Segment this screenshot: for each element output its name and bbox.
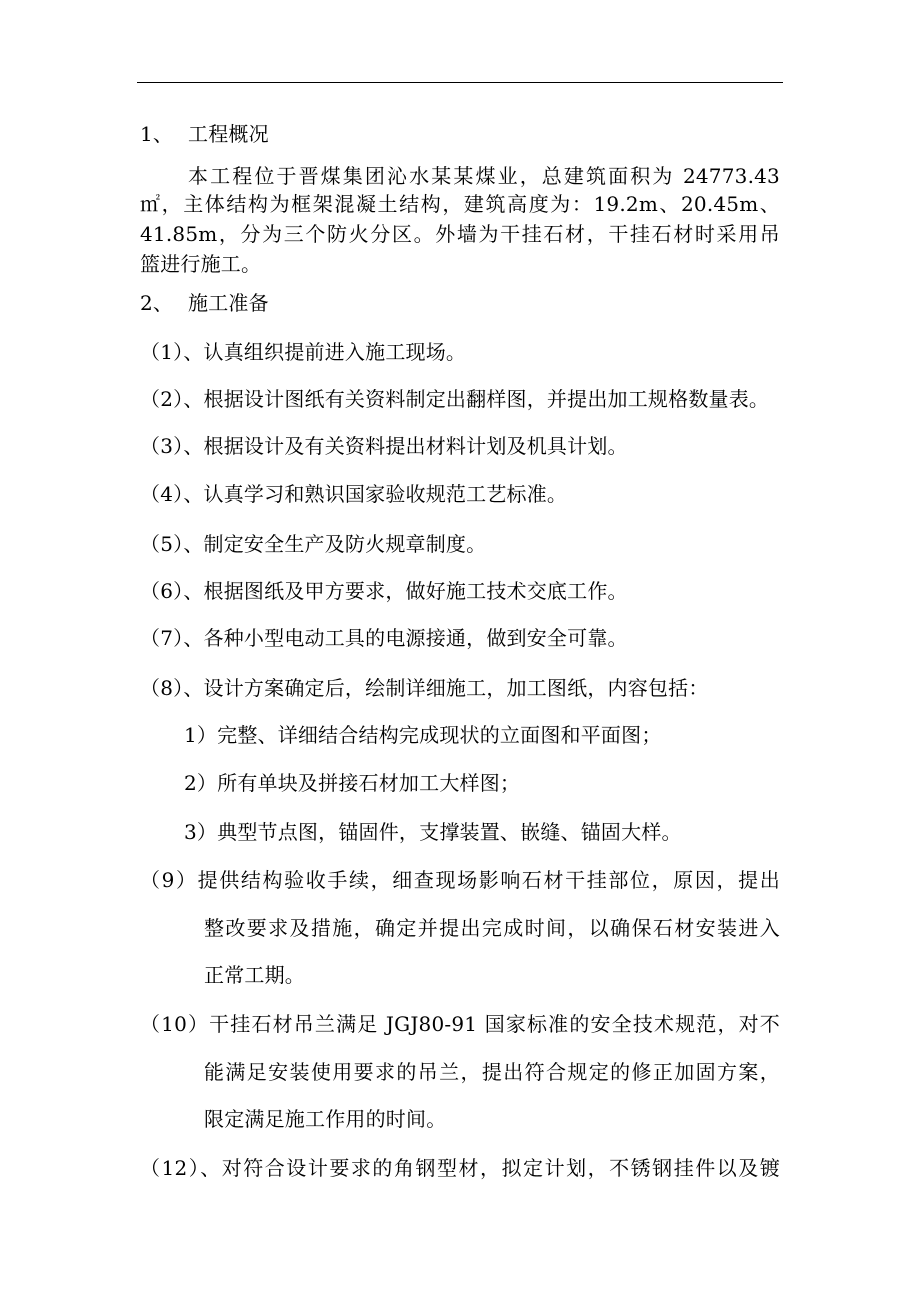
section-2-heading (140, 289, 269, 317)
section-1-para-line-1: 本工程位于晋煤集团沁水某某煤业，总建筑面积为 24773.43 (188, 164, 780, 188)
list-item-4: （4）、认真学习和熟识国家验收规范工艺标准。 (140, 482, 568, 506)
list-item-7: （7）、各种小型电动工具的电源接通，做到安全可靠。 (140, 626, 628, 650)
list-item-9-line-3: 正常工期。 (204, 963, 305, 987)
section-1-para-line-4: 篮进行施工。 (140, 252, 262, 276)
section-1-heading (140, 120, 269, 148)
header-rule (137, 82, 783, 83)
section-2-number: 2、 (140, 291, 174, 315)
list-item-10-line-1: （10）干挂石材吊兰满足 JGJ80-91 国家标准的安全技术规范，对不 (140, 1012, 780, 1036)
list-item-10-line-3: 限定满足施工作用的时间。 (204, 1107, 447, 1131)
list-item-9-line-1: （9）提供结构验收手续，细查现场影响石材干挂部位，原因，提出 (140, 868, 780, 892)
list-item-12-line-1: （12）、对符合设计要求的角钢型材，拟定计划，不锈钢挂件以及镀 (140, 1156, 780, 1180)
section-1-number: 1、 (140, 122, 174, 146)
sub-item-2: 2）所有单块及拼接石材加工大样图； (184, 771, 521, 795)
list-item-8: （8）、设计方案确定后，绘制详细施工，加工图纸，内容包括： (140, 676, 709, 700)
sub-item-3: 3）典型节点图，锚固件，支撑装置、嵌缝、锚固大样。 (184, 820, 682, 844)
list-item-5: （5）、制定安全生产及防火规章制度。 (140, 532, 487, 556)
section-1-para-line-2: ㎡，主体结构为框架混凝土结构，建筑高度为：19.2m、20.45m、 (140, 192, 780, 216)
list-item-6: （6）、根据图纸及甲方要求，做好施工技术交底工作。 (140, 579, 628, 603)
list-item-3: （3）、根据设计及有关资料提出材料计划及机具计划。 (140, 434, 628, 458)
list-item-9-line-2: 整改要求及措施，确定并提出完成时间，以确保石材安装进入 (204, 916, 780, 940)
section-1-para-line-3: 41.85m，分为三个防火分区。外墙为干挂石材，干挂石材时采用吊 (140, 222, 780, 246)
list-item-2: （2）、根据设计图纸有关资料制定出翻样图，并提出加工规格数量表。 (140, 387, 770, 411)
section-1-title: 工程概况 (188, 122, 269, 146)
list-item-1: （1）、认真组织提前进入施工现场。 (140, 340, 467, 364)
list-item-10-line-2: 能满足安装使用要求的吊兰，提出符合规定的修正加固方案， (204, 1060, 780, 1084)
section-2-title: 施工准备 (188, 291, 269, 315)
sub-item-1: 1）完整、详细结合结构完成现状的立面图和平面图； (184, 723, 662, 747)
